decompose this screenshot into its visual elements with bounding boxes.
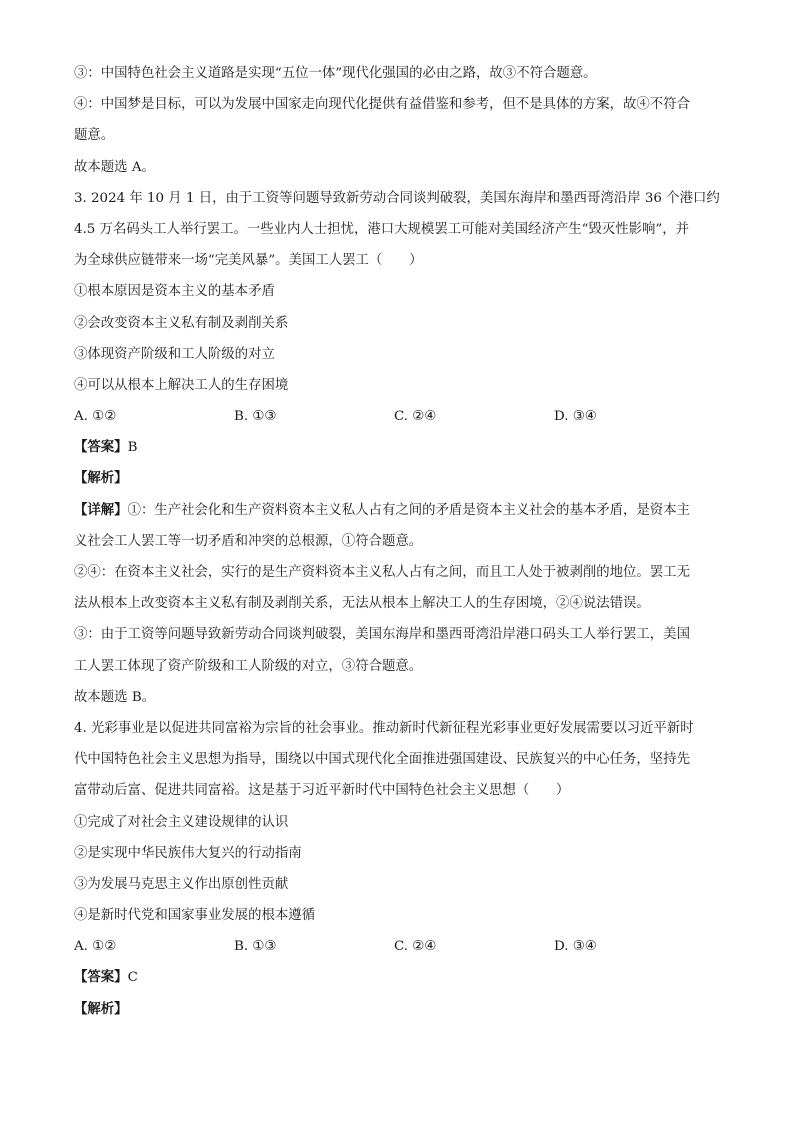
answer-line bbox=[74, 962, 724, 993]
analysis-line bbox=[74, 994, 724, 1025]
option-statement: ②会改变资本主义私有制及剥削关系 bbox=[74, 315, 289, 331]
option-statement: ③体现资产阶级和工人阶级的对立 bbox=[74, 346, 275, 362]
question-stem-line: 4. 光彩事业是以促进共同富裕为宗旨的社会事业。推动新时代新征程光彩事业更好发展需要以习近平新时 bbox=[74, 720, 694, 736]
detail-line: 工人罢工体现了资产阶级和工人阶级的对立，③符合题意。 bbox=[74, 658, 423, 674]
detail-line: ②④：在资本主义社会，实行的是生产资料资本主义私人占有之间，而且工人处于被剥削的地位。罢工无 bbox=[74, 565, 690, 580]
answer-value: C bbox=[127, 970, 138, 986]
conclusion-line: 故本题选 B。 bbox=[74, 689, 156, 705]
question-stem-line: 为全球供应链带来一场“完美风暴”。美国工人罢工（ ） bbox=[74, 253, 423, 269]
choice-b: B. ①③ bbox=[234, 409, 277, 425]
detail-text: ①：生产社会化和生产资料资本主义私人占有之间的矛盾是资本主义社会的基本矛盾，是资本主 bbox=[127, 502, 690, 518]
option-statement: ②是实现中华民族伟大复兴的行动指南 bbox=[74, 845, 302, 861]
previous-question-tail bbox=[74, 58, 724, 183]
option-statement: ④是新时代党和国家事业发展的根本遵循 bbox=[74, 908, 316, 924]
choice-b: B. ①③ bbox=[234, 939, 277, 955]
answer-choices bbox=[74, 401, 724, 432]
detail-line bbox=[74, 495, 724, 526]
answer-tag: 【答案】 bbox=[74, 439, 128, 456]
detail-line: 法从根本上改变资本主义私有制及剥削关系，无法从根本上解决工人的生存困境，②④说法错误。 bbox=[74, 596, 650, 612]
analysis-tag: 【解析】 bbox=[74, 470, 128, 487]
choice-d: D. ③④ bbox=[554, 939, 597, 955]
question-stem-line: 3. 2024 年 10 月 1 日，由于工资等问题导致新劳动合同谈判破裂，美国东海岸和墨西哥湾沿岸 36 个港口约 bbox=[74, 190, 720, 206]
detail-tag: 【详解】 bbox=[74, 501, 128, 518]
analysis-line bbox=[74, 463, 724, 494]
question-3 bbox=[74, 183, 724, 713]
option-statement: ①完成了对社会主义建设规律的认识 bbox=[74, 814, 289, 830]
paragraph-line: ③：中国特色社会主义道路是实现“五位一体”现代化强国的必由之路，故③不符合题意。 bbox=[74, 66, 597, 81]
detail-line: ③：由于工资等问题导致新劳动合同谈判破裂，美国东海岸和墨西哥湾沿岸港口码头工人举行罢工，美国 bbox=[74, 627, 690, 643]
question-stem-line: 代中国特色社会主义思想为指导，围绕以中国式现代化全面推进强国建设、民族复兴的中心任务，坚持先 bbox=[74, 752, 690, 768]
option-statement: ①根本原因是资本主义的基本矛盾 bbox=[74, 284, 275, 300]
question-stem-line: 富带动后富、促进共同富裕。这是基于习近平新时代中国特色社会主义思想（ ） bbox=[74, 783, 570, 799]
conclusion-line: 故本题选 A。 bbox=[74, 159, 155, 175]
choice-c: C. ②④ bbox=[394, 409, 437, 425]
detail-line: 义社会工人罢工等一切矛盾和冲突的总根源，①符合题意。 bbox=[74, 533, 423, 549]
choice-a: A. ①② bbox=[74, 409, 117, 425]
option-statement: ④可以从根本上解决工人的生存困境 bbox=[74, 377, 289, 393]
answer-choices bbox=[74, 931, 724, 962]
paragraph-line: ④：中国梦是目标，可以为发展中国家走向现代化提供有益借鉴和参考，但不是具体的方案，故④不符合 bbox=[74, 97, 690, 113]
answer-tag: 【答案】 bbox=[74, 969, 128, 986]
question-stem-line: 4.5 万名码头工人举行罢工。一些业内人士担忧，港口大规模罢工可能对美国经济产生“毁灭性影响”，并 bbox=[74, 221, 690, 237]
option-statement: ③为发展马克思主义作出原创性贡献 bbox=[74, 876, 289, 892]
question-4 bbox=[74, 713, 724, 1025]
document-page bbox=[74, 58, 724, 1025]
answer-value: B bbox=[127, 440, 138, 456]
choice-c: C. ②④ bbox=[394, 939, 437, 955]
choice-a: A. ①② bbox=[74, 939, 117, 955]
analysis-tag: 【解析】 bbox=[74, 1000, 128, 1017]
paragraph-line: 题意。 bbox=[74, 128, 115, 144]
choice-d: D. ③④ bbox=[554, 409, 597, 425]
answer-line bbox=[74, 432, 724, 463]
